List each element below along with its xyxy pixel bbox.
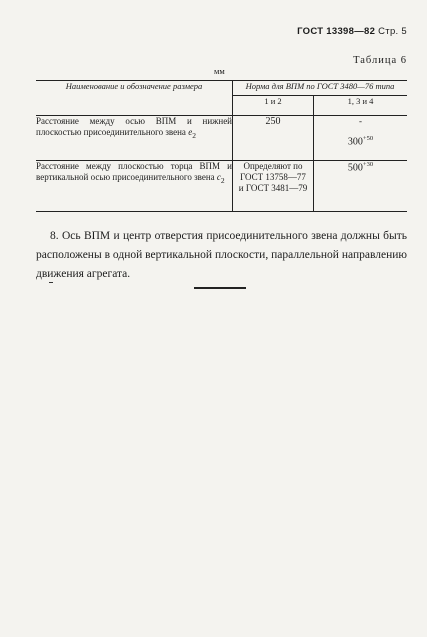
standard-number: ГОСТ 13398—82 bbox=[297, 26, 376, 37]
paragraph-8: 8. Ось ВПМ и центр отверстия присоединительного звена должны быть расположены в одной вертикальной плоскости, параллельной направлению движения агрегата. bbox=[36, 229, 407, 280]
row-value-a-line: и ГОСТ 3481—79 bbox=[238, 182, 308, 193]
row-symbol: e bbox=[188, 126, 193, 137]
row-name-text: Расстояние между осью ВПМ и нижней плоскостью присоединительного звена bbox=[36, 116, 232, 137]
type-1-2-header: 1 и 2 bbox=[233, 96, 314, 116]
row-value-a-line: ГОСТ 13758—77 bbox=[240, 171, 306, 182]
row-value-a-cell bbox=[233, 161, 314, 212]
row-tolerance: +30 bbox=[362, 161, 374, 168]
row-value-b-number: 500 bbox=[347, 162, 363, 174]
units-label: мм bbox=[214, 66, 225, 76]
row-symbol: c bbox=[216, 171, 221, 182]
row-value-a-line: Определяют по bbox=[243, 161, 303, 171]
row-value-b bbox=[314, 135, 407, 148]
page-header bbox=[297, 26, 407, 37]
row-value-b bbox=[314, 161, 408, 212]
norm-column-header: Норма для ВПМ по ГОСТ 3480—76 типа bbox=[233, 81, 408, 96]
row-symbol-sub: 2 bbox=[192, 130, 196, 140]
row-value-a: 250 bbox=[233, 116, 314, 161]
row-symbol-sub: 2 bbox=[220, 175, 225, 185]
row-value-b-cell bbox=[314, 116, 408, 161]
page-number: Стр. 5 bbox=[378, 26, 407, 37]
table-row bbox=[36, 161, 407, 212]
row-value-b-number: 300 bbox=[347, 136, 363, 148]
table-title: Таблица 6 bbox=[353, 55, 407, 66]
spec-table bbox=[36, 80, 407, 212]
table-header-row bbox=[36, 81, 407, 96]
margin-mark bbox=[49, 282, 53, 283]
row-name-cell bbox=[36, 161, 233, 212]
table-row bbox=[36, 116, 407, 161]
end-rule bbox=[194, 287, 246, 289]
name-column-header: Наименование и обозначение размера bbox=[36, 81, 233, 116]
row-name-cell bbox=[36, 116, 233, 161]
type-1-3-4-header: 1, 3 и 4 bbox=[314, 96, 408, 116]
row-tolerance: +50 bbox=[362, 134, 374, 142]
row-name-text: Расстояние между плоскостью торца ВПМ и вертикальной осью присоединительного звена bbox=[36, 161, 232, 182]
row-dash: - bbox=[359, 116, 362, 126]
